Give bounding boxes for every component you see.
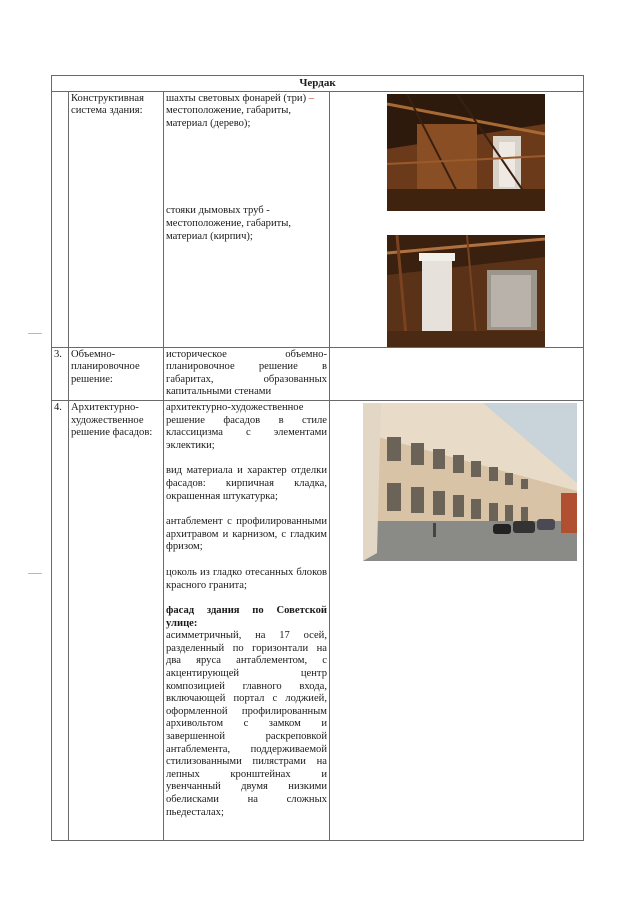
row-description <box>164 400 330 840</box>
row-photo-cell <box>330 347 584 400</box>
row-description <box>164 91 330 347</box>
table-row <box>52 91 584 347</box>
row-description <box>164 347 330 400</box>
description-item: стояки дымовых труб - местоположение, габариты, материал (кирпич); <box>166 205 292 242</box>
section-header-attic: Чердак <box>52 76 584 92</box>
facade-street-view-photo <box>363 403 577 561</box>
row-number: 4. <box>52 400 69 840</box>
description-item: историческое объемно-планировочное решение в габаритах, образованных капитальными стенами <box>166 348 327 398</box>
description-item: архитектурно-художественное решение фасадов в стиле классицизма с элементами эклектики; <box>166 401 327 451</box>
dash-mark: – <box>306 92 315 104</box>
table-row <box>52 400 584 840</box>
row-label-structural-system: Конструктивная система здания: <box>69 91 164 347</box>
scan-margin-mark <box>28 333 42 334</box>
row-photo-cell <box>330 400 584 840</box>
table-row <box>52 347 584 400</box>
description-item: фасад здания по Советской улице: асимметричный, на 17 осей, разделенный по горизонтали на два яруса антаблементом, с акцентирующей центр композицией главного входа, включающей портал с лоджией, оформленной профилированным архивольтом с замком и завершенной раскреповкой антаблемента, поддерживаемой стилизованными пилястрами на лепных кронштейнах и увенчанный двумя низкими обелисками на сложных пьедесталах; <box>166 605 327 818</box>
scan-margin-mark <box>28 573 42 574</box>
row-label-facade-solution: Архитектурно-художественное решение фасадов: <box>69 400 164 840</box>
description-item: цоколь из гладко отесанных блоков красного гранита; <box>166 566 327 591</box>
table-section-header-row <box>52 76 584 92</box>
description-item: вид материала и характер отделки фасадов: кирпичная кладка, окрашенная штукатурка; <box>166 465 327 502</box>
row-number: 3. <box>52 347 69 400</box>
description-item: антаблемент с профилированными архитравом и карнизом, с гладким фризом; <box>166 516 327 553</box>
row-number <box>52 91 69 347</box>
attic-skylight-shafts-photo <box>387 94 545 211</box>
heritage-description-table <box>51 75 584 841</box>
row-label-planning-solution: Объемно-планировочное решение: <box>69 347 164 400</box>
attic-chimney-stack-photo <box>387 235 545 347</box>
facade-heading: фасад здания по Советской улице: <box>166 605 327 629</box>
description-item: шахты световых фонарей (три) – местоположение, габариты, материал (дерево); <box>166 92 315 129</box>
row-photo-cell <box>330 91 584 347</box>
